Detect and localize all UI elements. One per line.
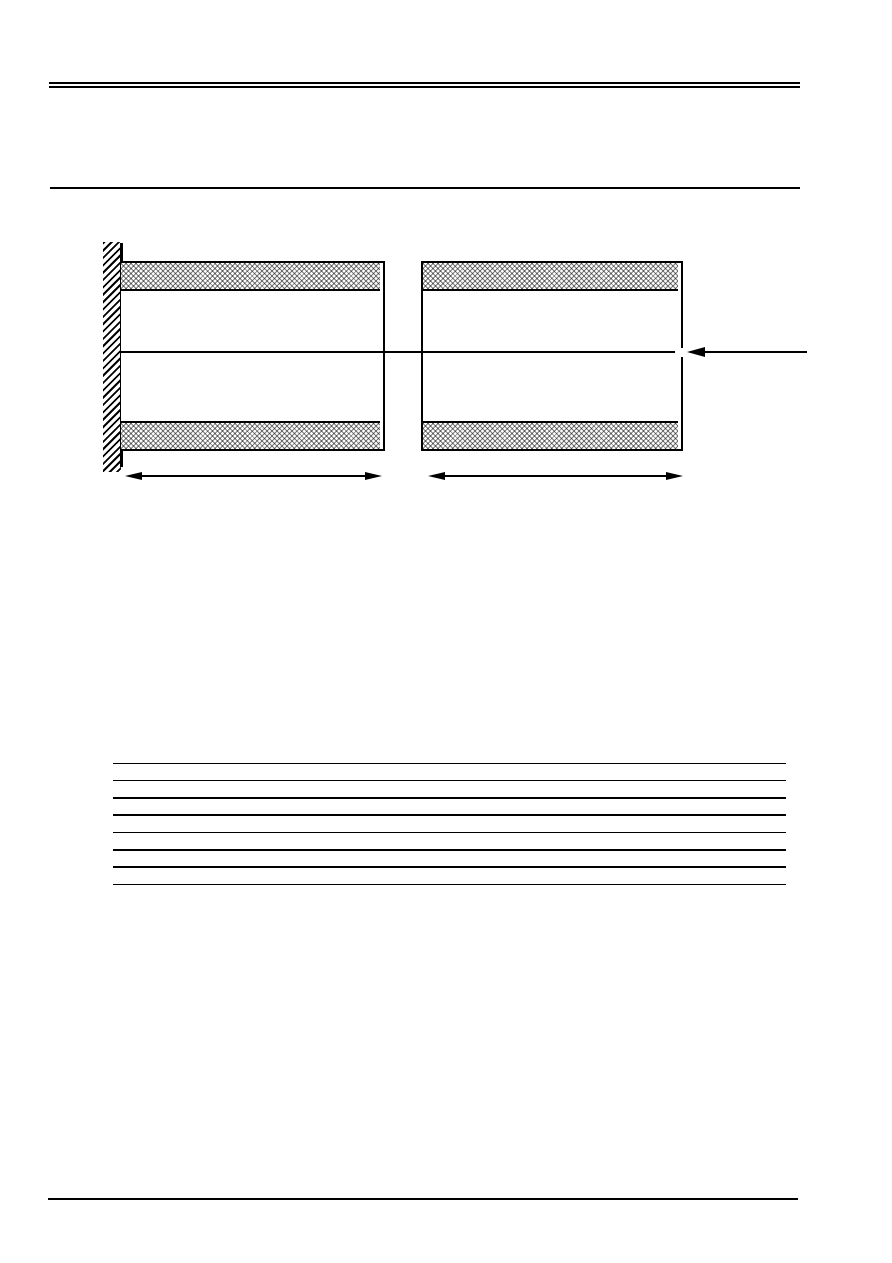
centerline bbox=[121, 351, 675, 353]
header-thick-rule bbox=[50, 187, 800, 190]
dimension-line bbox=[139, 475, 367, 477]
ruled-line bbox=[113, 763, 786, 765]
ruled-line bbox=[113, 884, 786, 886]
tube-left-bottom-band bbox=[121, 421, 380, 449]
footer-rule bbox=[48, 1198, 798, 1200]
header-double-rule bbox=[49, 82, 800, 88]
tube-right-top-band bbox=[423, 263, 678, 291]
hatched-wall-icon bbox=[103, 242, 121, 472]
tube-right-bottom-band bbox=[423, 421, 678, 449]
ruled-line bbox=[113, 814, 786, 816]
ruled-lines bbox=[113, 763, 786, 888]
arrowhead-right-icon bbox=[365, 472, 382, 480]
tube-section-left bbox=[121, 261, 385, 451]
ruled-line bbox=[113, 832, 786, 834]
arrowhead-right-icon bbox=[666, 472, 683, 480]
force-arrow-line bbox=[702, 351, 807, 353]
dimension-line bbox=[442, 475, 668, 477]
tube-section-right bbox=[421, 261, 683, 451]
ruled-line bbox=[113, 797, 786, 799]
centerline-edge-notch bbox=[680, 348, 685, 357]
tube-left-top-band bbox=[121, 263, 380, 291]
ruled-line bbox=[113, 780, 786, 782]
ruled-line bbox=[113, 849, 786, 851]
ruled-line bbox=[113, 866, 786, 868]
